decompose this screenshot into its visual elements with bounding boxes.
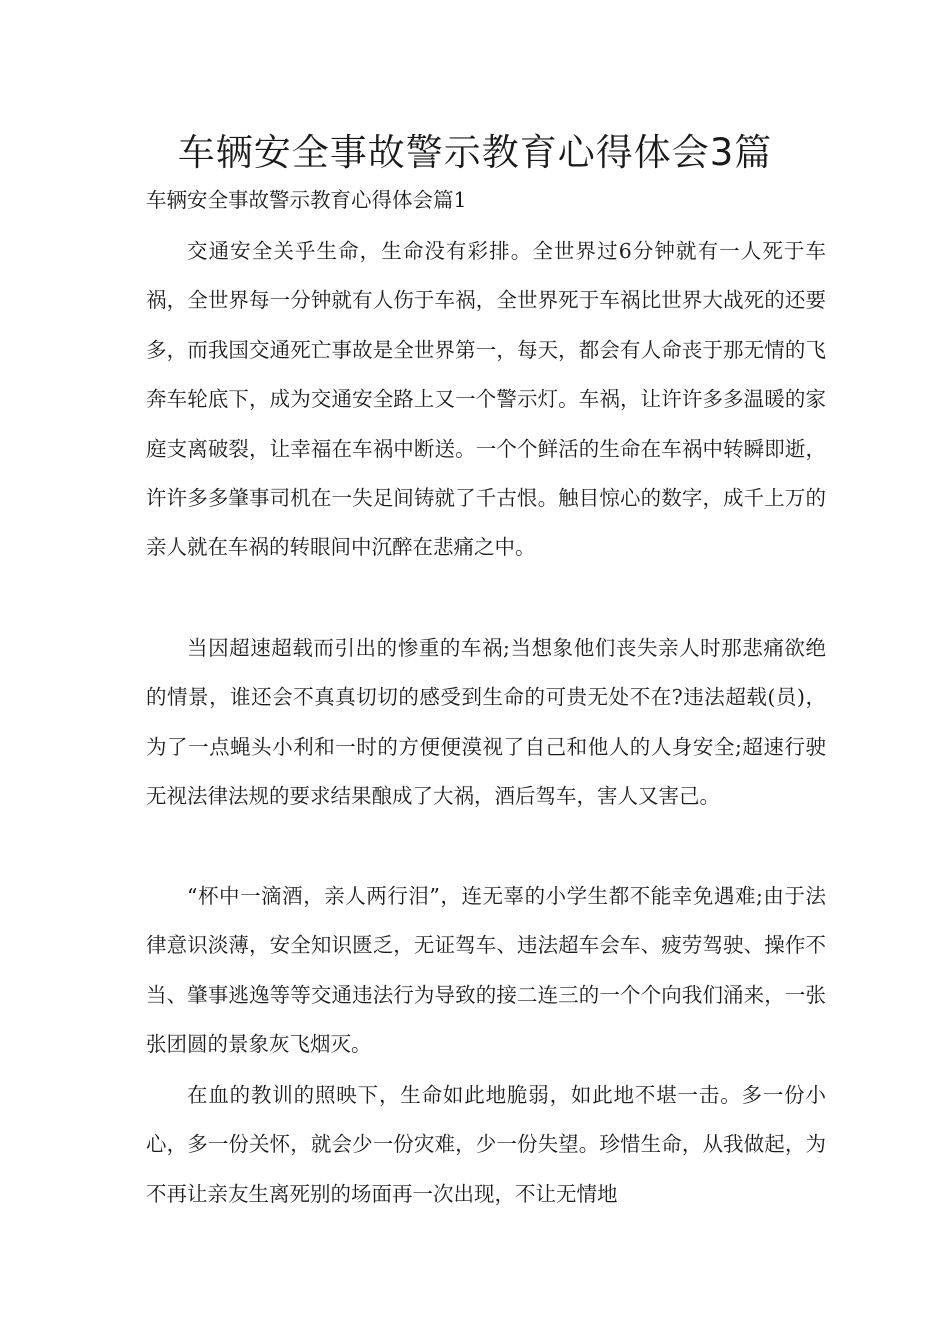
- section-heading: 车辆安全事故警示教育心得体会篇1: [146, 188, 467, 212]
- paragraph-2: 当因超速超载而引出的惨重的车祸;当想象他们丧失亲人时那悲痛欲绝的情景，谁还会不真真切切的感受到生命的可贵无处不在?违法超载(员)，为了一点蝇头小利和一时的方便便漠视了自己和他人的人身安全;超速行驶无视法律法规的要求结果酿成了大祸，酒后驾车，害人又害己。: [146, 636, 826, 809]
- document-title: 车辆安全事故警示教育心得体会3篇: [177, 131, 773, 174]
- paragraph-3: “杯中一滴酒，亲人两行泪”，连无辜的小学生都不能幸免遇难;由于法律意识淡薄，安全知识匮乏，无证驾车、违法超车会车、疲劳驾驶、操作不当、肇事逃逸等等交通违法行为导致的接二连三的一个个向我们涌来，一张张团圆的景象灰飞烟灭。: [146, 884, 826, 1057]
- paragraph-4: 在血的教训的照映下，生命如此地脆弱，如此地不堪一击。多一份小心，多一份关怀，就会少一份灾难，少一份失望。珍惜生命，从我做起，为不再让亲友生离死别的场面再一次出现，不让无情地: [146, 1083, 826, 1206]
- paragraph-1: 交通安全关乎生命，生命没有彩排。全世界过6分钟就有一人死于车祸，全世界每一分钟就有人伤于车祸，全世界死于车祸比世界大战死的还要多，而我国交通死亡事故是全世界第一，每天，都会有人命丧于那无情的飞奔车轮底下，成为交通安全路上又一个警示灯。车祸，让许许多多温暖的家庭支离破裂，让幸福在车祸中断送。一个个鲜活的生命在车祸中转瞬即逝，许许多多肇事司机在一失足间铸就了千古恨。触目惊心的数字，成千上万的亲人就在车祸的转眼间中沉醉在悲痛之中。: [146, 239, 826, 560]
